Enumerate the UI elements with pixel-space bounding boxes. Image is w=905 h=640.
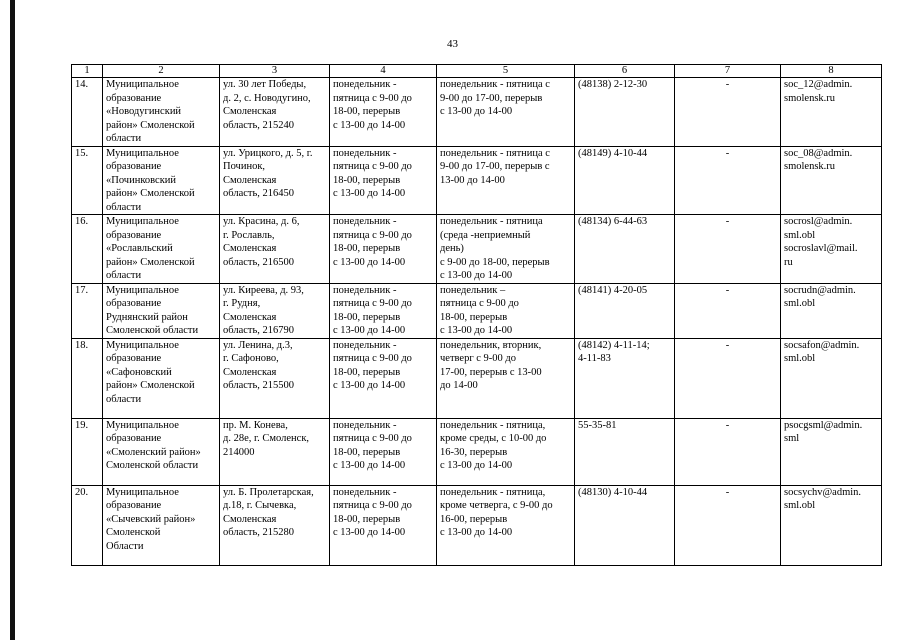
row-number-cell: 20. bbox=[72, 485, 103, 565]
reception-hours-line: понедельник - bbox=[333, 339, 397, 351]
email-line: socsafon@admin. bbox=[784, 339, 860, 351]
work-hours-line: понедельник - пятница с bbox=[440, 147, 550, 159]
reception-hours-line: понедельник - bbox=[333, 147, 397, 159]
column-7-cell: - bbox=[675, 283, 781, 338]
header-cell: 2 bbox=[103, 65, 220, 78]
phone-cell bbox=[575, 215, 675, 284]
email-line: socrudn@admin. bbox=[784, 284, 856, 296]
reception-hours-line: пятница с 9-00 до bbox=[333, 161, 412, 172]
municipality-name-line: области bbox=[106, 133, 142, 144]
address-line: область, 215500 bbox=[223, 380, 295, 391]
address-line: область, 216450 bbox=[223, 188, 295, 199]
address-line: Починок, bbox=[223, 161, 266, 172]
email-cell bbox=[781, 78, 882, 147]
address-line: Смоленская bbox=[223, 513, 277, 525]
address-cell bbox=[220, 146, 330, 215]
row-number-cell: 19. bbox=[72, 418, 103, 485]
column-7-cell: - bbox=[675, 418, 781, 485]
work-hours-line: с 13-00 до 14-00 bbox=[440, 325, 513, 336]
address-line: Смоленская bbox=[223, 243, 277, 254]
municipality-name-line: Муниципальное bbox=[106, 419, 179, 431]
municipality-name-line: «Смоленский район» bbox=[106, 446, 201, 458]
phone-cell bbox=[575, 146, 675, 215]
email-line: sml.obl bbox=[784, 500, 816, 511]
reception-hours-cell bbox=[330, 283, 437, 338]
work-hours-cell bbox=[437, 146, 575, 215]
work-hours-line: кроме среды, с 10-00 до bbox=[440, 433, 547, 444]
address-cell bbox=[220, 78, 330, 147]
work-hours-line: кроме четверга, с 9-00 до bbox=[440, 500, 553, 511]
address-cell bbox=[220, 283, 330, 338]
phone-line: 4-11-83 bbox=[578, 353, 611, 364]
work-hours-cell bbox=[437, 283, 575, 338]
municipality-name-line: Муниципальное bbox=[106, 486, 179, 498]
reception-hours-line: 18-00, перерыв bbox=[333, 446, 401, 458]
municipality-name-line: «Новодугинский bbox=[106, 106, 182, 117]
page-edge-bar bbox=[10, 0, 15, 640]
municipality-name-line: «Рославльский bbox=[106, 243, 173, 254]
reception-hours-line: пятница с 9-00 до bbox=[333, 500, 412, 511]
work-hours-line: (среда -неприемный bbox=[440, 229, 531, 241]
municipality-name-line: район» Смоленской bbox=[106, 256, 195, 268]
address-line: ул. Б. Пролетарская, bbox=[223, 486, 314, 498]
reception-hours-line: 18-00, перерыв bbox=[333, 106, 401, 117]
address-line: 214000 bbox=[223, 446, 255, 458]
email-line: psocgsml@admin. bbox=[784, 419, 863, 431]
phone-line: (48130) 4-10-44 bbox=[578, 486, 648, 498]
municipality-name-line: области bbox=[106, 393, 142, 405]
municipality-name-cell bbox=[103, 485, 220, 565]
reception-hours-line: понедельник - bbox=[333, 284, 397, 296]
header-row bbox=[72, 65, 882, 78]
work-hours-line: с 13-00 до 14-00 bbox=[440, 270, 513, 281]
work-hours-line: пятница с 9-00 до bbox=[440, 298, 519, 309]
social-services-table bbox=[71, 64, 882, 566]
phone-line: 55-35-81 bbox=[578, 419, 617, 431]
municipality-name-line: район» Смоленской bbox=[106, 119, 195, 131]
table-row bbox=[72, 215, 882, 284]
address-line: ул. 30 лет Победы, bbox=[223, 79, 307, 90]
address-line: г. Сафоново, bbox=[223, 353, 279, 364]
reception-hours-cell bbox=[330, 215, 437, 284]
municipality-name-line: образование bbox=[106, 298, 162, 309]
address-line: Смоленская bbox=[223, 311, 277, 323]
reception-hours-line: 18-00, перерыв bbox=[333, 513, 401, 525]
reception-hours-cell bbox=[330, 146, 437, 215]
address-line: ул. Ленина, д.3, bbox=[223, 339, 293, 351]
reception-hours-line: с 13-00 до 14-00 bbox=[333, 256, 406, 268]
header-cell: 3 bbox=[220, 65, 330, 78]
email-line: sml bbox=[784, 433, 800, 444]
address-cell bbox=[220, 338, 330, 418]
address-line: область, 215280 bbox=[223, 527, 295, 538]
municipality-name-line: «Починковский bbox=[106, 174, 177, 186]
row-number-cell: 17. bbox=[72, 283, 103, 338]
header-cell: 5 bbox=[437, 65, 575, 78]
municipality-name-line: Муниципальное bbox=[106, 284, 179, 296]
email-line: socroslavl@mail. bbox=[784, 243, 858, 254]
municipality-name-line: Муниципальное bbox=[106, 339, 179, 351]
work-hours-line: 16-00, перерыв bbox=[440, 513, 508, 525]
phone-cell bbox=[575, 283, 675, 338]
municipality-name-line: образование bbox=[106, 353, 162, 364]
municipality-name-cell bbox=[103, 78, 220, 147]
reception-hours-line: с 13-00 до 14-00 bbox=[333, 380, 406, 391]
reception-hours-line: 18-00, перерыв bbox=[333, 174, 401, 186]
email-cell bbox=[781, 418, 882, 485]
address-line: д.18, г. Сычевка, bbox=[223, 500, 297, 511]
work-hours-line: понедельник, вторник, bbox=[440, 339, 542, 351]
work-hours-cell bbox=[437, 418, 575, 485]
municipality-name-line: район» Смоленской bbox=[106, 380, 195, 391]
reception-hours-cell bbox=[330, 485, 437, 565]
row-number-cell: 14. bbox=[72, 78, 103, 147]
municipality-name-cell bbox=[103, 215, 220, 284]
work-hours-line: четверг с 9-00 до bbox=[440, 353, 517, 364]
work-hours-line: понедельник - пятница, bbox=[440, 486, 546, 498]
municipality-name-cell bbox=[103, 283, 220, 338]
address-line: Смоленская bbox=[223, 366, 277, 378]
work-hours-cell bbox=[437, 338, 575, 418]
email-line: smolensk.ru bbox=[784, 161, 836, 172]
address-line: область, 216790 bbox=[223, 325, 295, 336]
address-line: ул. Урицкого, д. 5, г. bbox=[223, 147, 313, 159]
reception-hours-line: понедельник - bbox=[333, 486, 397, 498]
reception-hours-line: с 13-00 до 14-00 bbox=[333, 527, 406, 538]
phone-line: (48141) 4-20-05 bbox=[578, 284, 648, 296]
address-line: ул. Красина, д. 6, bbox=[223, 216, 300, 227]
municipality-name-line: образование bbox=[106, 500, 162, 511]
reception-hours-line: понедельник - bbox=[333, 216, 397, 227]
work-hours-line: 13-00 до 14-00 bbox=[440, 174, 505, 186]
email-cell bbox=[781, 338, 882, 418]
work-hours-line: 9-00 до 17-00, перерыв bbox=[440, 92, 543, 104]
reception-hours-line: с 13-00 до 14-00 bbox=[333, 325, 406, 336]
email-cell bbox=[781, 215, 882, 284]
address-cell bbox=[220, 485, 330, 565]
address-line: г. Рославль, bbox=[223, 229, 275, 241]
phone-line: (48138) 2-12-30 bbox=[578, 79, 648, 90]
reception-hours-cell bbox=[330, 338, 437, 418]
municipality-name-cell bbox=[103, 418, 220, 485]
email-cell bbox=[781, 146, 882, 215]
reception-hours-line: понедельник - bbox=[333, 419, 397, 431]
table-row bbox=[72, 418, 882, 485]
email-line: sml.obl bbox=[784, 229, 816, 241]
work-hours-line: 17-00, перерыв с 13-00 bbox=[440, 366, 542, 378]
reception-hours-line: с 13-00 до 14-00 bbox=[333, 119, 406, 131]
reception-hours-line: 18-00, перерыв bbox=[333, 366, 401, 378]
work-hours-line: с 13-00 до 14-00 bbox=[440, 460, 513, 471]
column-7-cell: - bbox=[675, 78, 781, 147]
municipality-name-line: Смоленской bbox=[106, 527, 161, 538]
reception-hours-line: пятница с 9-00 до bbox=[333, 298, 412, 309]
reception-hours-line: с 13-00 до 14-00 bbox=[333, 188, 406, 199]
email-line: smolensk.ru bbox=[784, 92, 836, 104]
reception-hours-line: пятница с 9-00 до bbox=[333, 92, 412, 104]
email-line: ru bbox=[784, 256, 793, 268]
address-line: область, 215240 bbox=[223, 119, 295, 131]
email-line: socrosl@admin. bbox=[784, 216, 853, 227]
email-line: socsychv@admin. bbox=[784, 486, 862, 498]
email-line: soc_08@admin. bbox=[784, 147, 853, 159]
email-line: sml.obl bbox=[784, 353, 816, 364]
row-number-cell: 16. bbox=[72, 215, 103, 284]
municipality-name-cell bbox=[103, 338, 220, 418]
work-hours-line: день) bbox=[440, 243, 464, 254]
work-hours-line: с 9-00 до 18-00, перерыв bbox=[440, 256, 550, 268]
municipality-name-line: Смоленской области bbox=[106, 460, 199, 471]
address-line: пр. М. Конева, bbox=[223, 419, 288, 431]
work-hours-line: с 13-00 до 14-00 bbox=[440, 106, 513, 117]
phone-cell bbox=[575, 418, 675, 485]
email-line: soc_12@admin. bbox=[784, 79, 853, 90]
municipality-name-line: образование bbox=[106, 161, 162, 172]
municipality-name-line: области bbox=[106, 201, 142, 213]
municipality-name-line: Руднянский район bbox=[106, 311, 188, 323]
municipality-name-line: Муниципальное bbox=[106, 79, 179, 90]
municipality-name-line: район» Смоленской bbox=[106, 188, 195, 199]
work-hours-line: понедельник - пятница с bbox=[440, 79, 550, 90]
table-row bbox=[72, 283, 882, 338]
header-cell: 7 bbox=[675, 65, 781, 78]
column-7-cell: - bbox=[675, 215, 781, 284]
work-hours-line: понедельник – bbox=[440, 284, 506, 296]
table-row bbox=[72, 338, 882, 418]
column-7-cell: - bbox=[675, 338, 781, 418]
phone-cell bbox=[575, 485, 675, 565]
reception-hours-line: 18-00, перерыв bbox=[333, 311, 401, 323]
email-cell bbox=[781, 485, 882, 565]
reception-hours-line: пятница с 9-00 до bbox=[333, 229, 412, 241]
address-line: Смоленская bbox=[223, 106, 277, 117]
table-row bbox=[72, 78, 882, 147]
municipality-name-line: образование bbox=[106, 92, 162, 104]
phone-cell bbox=[575, 338, 675, 418]
header-cell: 6 bbox=[575, 65, 675, 78]
column-7-cell: - bbox=[675, 485, 781, 565]
reception-hours-line: 18-00, перерыв bbox=[333, 243, 401, 254]
municipality-name-line: Области bbox=[106, 540, 144, 552]
phone-line: (48142) 4-11-14; bbox=[578, 339, 650, 351]
work-hours-line: понедельник - пятница bbox=[440, 216, 543, 227]
reception-hours-cell bbox=[330, 418, 437, 485]
work-hours-line: 9-00 до 17-00, перерыв с bbox=[440, 161, 550, 172]
work-hours-line: до 14-00 bbox=[440, 380, 478, 391]
work-hours-line: с 13-00 до 14-00 bbox=[440, 527, 513, 538]
work-hours-line: 16-30, перерыв bbox=[440, 446, 508, 458]
header-cell: 8 bbox=[781, 65, 882, 78]
email-line: sml.obl bbox=[784, 298, 816, 309]
phone-cell bbox=[575, 78, 675, 147]
table-row bbox=[72, 485, 882, 565]
municipality-name-line: образование bbox=[106, 229, 162, 241]
reception-hours-cell bbox=[330, 78, 437, 147]
address-line: область, 216500 bbox=[223, 256, 295, 268]
row-number-cell: 18. bbox=[72, 338, 103, 418]
work-hours-cell bbox=[437, 485, 575, 565]
address-line: д. 2, с. Новодугино, bbox=[223, 92, 311, 104]
work-hours-cell bbox=[437, 78, 575, 147]
phone-line: (48149) 4-10-44 bbox=[578, 147, 648, 159]
work-hours-line: 18-00, перерыв bbox=[440, 311, 508, 323]
phone-line: (48134) 6-44-63 bbox=[578, 216, 648, 227]
page-number: 43 bbox=[447, 38, 458, 50]
header-cell: 1 bbox=[72, 65, 103, 78]
address-line: г. Рудня, bbox=[223, 298, 261, 309]
address-line: д. 28е, г. Смоленск, bbox=[223, 433, 310, 444]
reception-hours-line: с 13-00 до 14-00 bbox=[333, 460, 406, 471]
work-hours-cell bbox=[437, 215, 575, 284]
address-cell bbox=[220, 418, 330, 485]
municipality-name-line: Смоленской области bbox=[106, 325, 199, 336]
address-line: ул. Киреева, д. 93, bbox=[223, 284, 304, 296]
reception-hours-line: понедельник - bbox=[333, 79, 397, 90]
address-line: Смоленская bbox=[223, 174, 277, 186]
municipality-name-line: «Сафоновский bbox=[106, 366, 172, 378]
table-row bbox=[72, 146, 882, 215]
email-cell bbox=[781, 283, 882, 338]
municipality-name-cell bbox=[103, 146, 220, 215]
reception-hours-line: пятница с 9-00 до bbox=[333, 433, 412, 444]
municipality-name-line: области bbox=[106, 270, 142, 281]
municipality-name-line: «Сычевский район» bbox=[106, 513, 196, 525]
municipality-name-line: Муниципальное bbox=[106, 147, 179, 159]
column-7-cell: - bbox=[675, 146, 781, 215]
reception-hours-line: пятница с 9-00 до bbox=[333, 353, 412, 364]
municipality-name-line: Муниципальное bbox=[106, 216, 179, 227]
row-number-cell: 15. bbox=[72, 146, 103, 215]
work-hours-line: понедельник - пятница, bbox=[440, 419, 546, 431]
header-cell: 4 bbox=[330, 65, 437, 78]
municipality-name-line: образование bbox=[106, 433, 162, 444]
address-cell bbox=[220, 215, 330, 284]
